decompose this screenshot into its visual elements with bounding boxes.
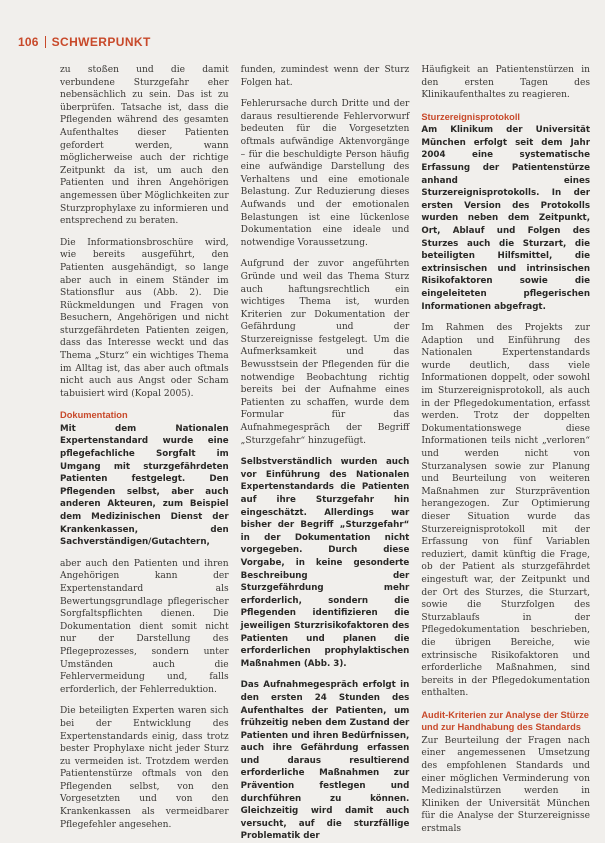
paragraph-bold: Das Aufnahmegespräch erfolgt in den ersten 24 Stunden des Aufenthaltes der Patienten, um frühzeitig neben dem Zustand der Patienten und ihren Bedürfnissen, auch ihre Gefährdung erfassen und daraus resultierend erforderliche Maßnahmen zur Prävention festlegen und durchführen zu können. Gleichzeitig wird damit auch versucht, auf die sturzfällige Problematik der [240, 680, 410, 842]
column-3 [421, 64, 591, 834]
subheading-dokumentation: Dokumentation [60, 410, 128, 421]
subheading-sturzereignisprotokoll: Sturzereignisprotokoll [421, 111, 521, 122]
paragraph: zu stoßen und die damit verbundene Sturzgefahr eher nebensächlich zu sein. Das ist zu überprüfen. Tatsache ist, dass die Pflegenden während des gesamten Aufenthaltes dieser Patienten gefordert werden, wann möglicherweise auch der richtige Zeitpunkt da ist, um auch den Patienten und ihren Angehörigen angemessen über Möglichkeiten zur Sturzprophylaxe zu informieren und entsprechend zu beraten. [60, 65, 229, 227]
paragraph: aber auch den Patienten und ihren Angehörigen kann der Expertenstandard als Bewertungsgrundlage pflegerischer Sorgfaltspflichten dienen. Die Dokumentation dient somit nicht nur der Darstellung des Pflegeprozesses, sondern unter Umständen auch die Fehlervermeidung und, falls erforderlich, der Fehlerreduktion. [60, 558, 229, 695]
paragraph: Die Informationsbroschüre wird, wie bereits ausgeführt, den Patienten ausgehändigt, so lange aber auch in einem Ständer im Stationsflur aus (Abb. 2). Die Rückmeldungen und Fragen von Besuchern, Angehörigen und nicht sturzgefährdeten Patienten zeigen, dass das Interesse weckt und das Thema „Sturz“ ein wichtiges Thema im Alltag ist, das aber auch oftmals nicht auch aus Angst oder Scham tabuisiert wird (Kopal 2005). [60, 237, 229, 399]
paragraph: funden, zumindest wenn der Sturz Folgen hat. [240, 65, 410, 88]
page-header [18, 34, 151, 50]
paragraph: Fehlerursache durch Dritte und der daraus resultierende Fehlervorwurf bedeuten für die Vorgesetzten oftmals aufwändige Aktenvorgänge – für die beschuldigte Person häufig eine aufwändige Darstellung des Verhaltens und eine emotionale Belastung. Zur Reduzierung dieses Aufwands und der emotionalen Belastungen ist eine lückenlose Dokumentation eine ideale und notwendige Voraussetzung. [240, 99, 410, 248]
subheading-audit-kriterien: Audit-Kriterien zur Analyse der Stürze und zur Handhabung des Standards [421, 709, 589, 733]
paragraph: Zur Beurteilung der Fragen nach einer angemessenen Umsetzung des empfohlenen Standards und einer möglichen Verminderung von Medizinalstürzen werden in Kliniken der Universität München für die Analyse der Sturzereignisse erstmals [421, 735, 591, 834]
text-columns [60, 64, 591, 842]
paragraph: Häufigkeit an Patientenstürzen in den ersten Tagen des Klinikaufenthaltes zu reagieren. [421, 65, 591, 101]
section-title: SCHWERPUNKT [51, 35, 151, 49]
paragraph: Die beteiligten Experten waren sich bei der Entwicklung des Expertenstandards einig, dass trotz bester Prophylaxe nicht jeder Sturz zu vermeiden ist. Trotzdem werden Patientenstürze oftmals von den Pflegenden selbst, von den Vorgesetzten und von den Krankenkassen als vermeidbarer Pflegefehler angesehen. [60, 706, 229, 830]
column-2 [240, 64, 410, 842]
column-1 [60, 64, 229, 830]
paragraph: Im Rahmen des Projekts zur Adaption und Einführung des Nationalen Expertenstandards wurde deutlich, dass viele Informationen doppelt, oder sowohl im Sturzereignisprotokoll, als auch in der Pflegedokumentation, erfasst werden. Trotz der doppelten Dokumentationswege diese Informationen teils nicht „verloren“ und werden nicht von Sturzanalysen sowie zur Planung und Beurteilung von weiteren Maßnahmen zur Sturzprävention herangezogen. Zur Optimierung dieser Situation wurde das Sturzereignisprotokoll mit der Erfassung von fünf Variablen reduziert, damit künftig die Frage, ob der Patient als sturzgefährdet eingestuft war, der Zeitpunkt und der Ort des Sturzes, die Sturzart, sowie die Sturzfolgen des Sturzablaufs in der Pflegedokumentation beschrieben, die übrigen Bereiche, wie extrinsische Risikofaktoren und erforderliche Maßnahmen, sind bereits in der Pflegedokumentation enthalten. [421, 323, 591, 699]
page-number: 106 [18, 35, 39, 49]
paragraph-bold: Mit dem Nationalen Expertenstandard wurde eine pflegefachliche Sorgfalt im Umgang mit sturzgefährdeten Patienten festgelegt. Den Pflegenden selbst, aber auch anderen Akteuren, zum Beispiel dem Medizinischen Dienst der Krankenkassen, den Sachverständigen/Gutachtern, [60, 423, 229, 548]
header-divider [45, 36, 46, 48]
paragraph-bold: Am Klinikum der Universität München erfolgt seit dem Jahr 2004 eine systematische Erfassung der Patientenstürze anhand eines Sturzereignisprotokolls. In der ersten Version des Protokolls wurden neben dem Zeitpunkt, Ort, Ablauf und Folgen des Sturzes auch die Sturzart, die beteiligten Hilfsmittel, die extrinsischen und intrinsischen Risikofaktoren sowie die eingeleiteten pflegerischen Informationen abgefragt. [421, 125, 591, 312]
paragraph: Aufgrund der zuvor angeführten Gründe und weil das Thema Sturz auch haftungsrechtlich ein wichtiges Thema ist, wurden Kriterien zur Dokumentation der Gefährdung und der Sturzereignisse festgelegt. Um die Aufmerksamkeit und das Bewusstsein der Pflegenden für die notwendige Beobachtung richtig bereits bei der Aufnahme eines Patienten zu schaffen, wurde dem Formular für das Aufnahmegespräch der Begriff „Sturzgefahr“ hinzugefügt. [240, 259, 410, 446]
paragraph-bold: Selbstverständlich wurden auch vor Einführung des Nationalen Expertenstandards die Patienten auf ihre Sturzgefahr hin eingeschätzt. Allerdings war bisher der Begriff „Sturzgefahr“ in der Dokumentation nicht vorgegeben. Durch diese Vorgabe, in keine gesonderte Beschreibung der Sturzgefährdung mehr erforderlich, sondern die Pflegenden identifizieren die jeweiligen Sturzrisikofaktoren des Patienten und planen die erforderlichen prophylaktischen Maßnahmen (Abb. 3). [240, 457, 410, 669]
